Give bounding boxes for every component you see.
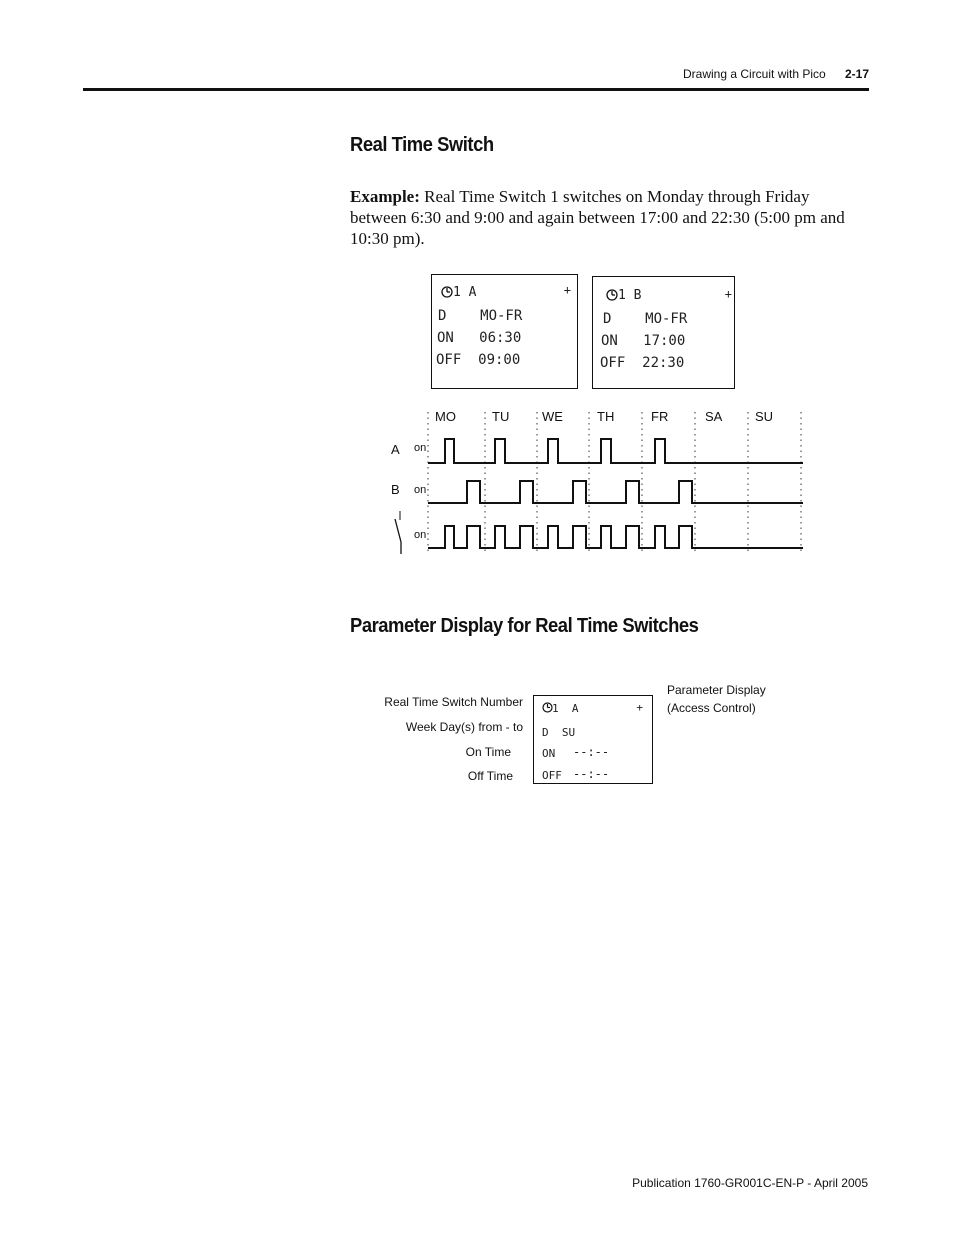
example-text: Real Time Switch 1 switches on Monday through Friday between 6:30 and 9:00 and again between 17:00 and 22:30 (5:00 pm and 10:30 pm). — [350, 187, 845, 248]
page-number: 2-17 — [845, 67, 870, 81]
lcd-param-off-value: --:-- — [573, 767, 610, 781]
lcd-b-on-line: ON 17:00 — [601, 333, 686, 349]
section-heading-parameter-display: Parameter Display for Real Time Switches — [350, 615, 699, 637]
lcd-param-off-label: OFF — [542, 769, 562, 782]
lcd-a-off-line: OFF 09:00 — [436, 352, 521, 368]
example-label: Example: — [350, 187, 420, 206]
lcd-param-on-value: --:-- — [573, 745, 610, 759]
lcd-a-plus: + — [563, 283, 571, 297]
timing-diagram — [0, 0, 954, 600]
callout-access-control: (Access Control) — [667, 701, 756, 715]
contact-blade — [395, 519, 401, 542]
lcd-param-title: 1 A — [552, 702, 579, 715]
day-label-tu: TU — [492, 409, 510, 424]
running-header: Drawing a Circuit with Pico — [683, 67, 826, 81]
lcd-b-off-line: OFF 22:30 — [600, 355, 685, 371]
day-label-su: SU — [755, 409, 774, 424]
callout-week-days: Week Day(s) from - to — [405, 720, 523, 734]
signal-b-waveform — [428, 481, 803, 503]
callout-on-time: On Time — [465, 745, 511, 759]
lcd-a-on-line: ON 06:30 — [437, 330, 522, 346]
on-label: on — [414, 442, 427, 454]
lcd-b-weekday-line: D MO-FR — [603, 311, 688, 327]
section-heading-real-time-switch: Real Time Switch — [350, 134, 494, 156]
callout-parameter-display: Parameter Display — [667, 683, 766, 697]
day-label-fr: FR — [651, 409, 669, 424]
lcd-a-title: 1 A — [453, 285, 477, 300]
callout-switch-number: Real Time Switch Number — [384, 695, 523, 709]
output-waveform — [428, 526, 803, 548]
signal-a-waveform — [428, 439, 803, 463]
day-label-sa: SA — [705, 409, 723, 424]
lcd-parameter-display — [533, 695, 653, 784]
lcd-param-plus: + — [636, 701, 643, 714]
callout-off-time: Off Time — [467, 769, 513, 783]
lcd-a-weekday-line: D MO-FR — [438, 308, 523, 324]
on-label: on — [414, 484, 427, 496]
lcd-b-title: 1 B — [618, 288, 642, 303]
row-label-b: B — [391, 482, 400, 497]
row-label-a: A — [391, 442, 400, 457]
publication-footer: Publication 1760-GR001C-EN-P - April 2005 — [632, 1176, 868, 1190]
lcd-param-weekday-line: D SU — [542, 726, 576, 739]
on-label: on — [414, 529, 427, 541]
day-label-we: WE — [542, 409, 563, 424]
day-label-mo: MO — [435, 409, 456, 424]
lcd-b-plus: + — [724, 287, 732, 301]
day-label-th: TH — [597, 409, 615, 424]
lcd-param-on-label: ON — [542, 747, 556, 760]
